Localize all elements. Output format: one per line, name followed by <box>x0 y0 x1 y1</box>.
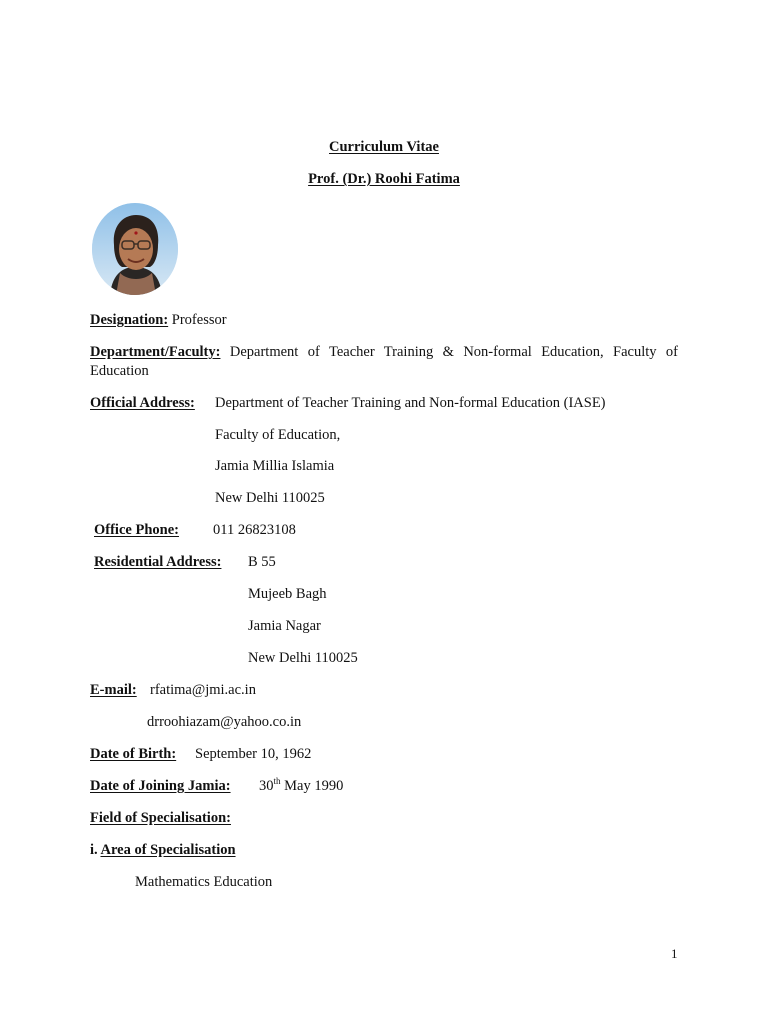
department-label: Department/Faculty: <box>90 344 221 360</box>
portrait-image <box>92 203 178 295</box>
person-name: Prof. (Dr.) Roohi Fatima <box>308 171 460 187</box>
field-of-specialisation-heading: Field of Specialisation: <box>90 810 231 826</box>
residential-address-line: Mujeeb Bagh <box>248 586 327 602</box>
office-phone-label: Office Phone: <box>94 522 179 538</box>
joining-value <box>259 777 343 795</box>
email-secondary[interactable]: drroohiazam@yahoo.co.in <box>147 714 302 730</box>
email-label: E-mail: <box>90 682 137 698</box>
department-value: Department of Teacher Training & Non-formal Education, Faculty of Education <box>90 344 679 379</box>
designation-row <box>90 311 227 329</box>
joining-label: Date of Joining Jamia: <box>90 778 231 794</box>
joining-month-year: May 1990 <box>280 778 344 794</box>
specialisation-item: Mathematics Education <box>135 874 273 890</box>
official-address-label: Official Address: <box>90 395 195 411</box>
official-address-line: New Delhi 110025 <box>215 490 325 506</box>
designation-label: Designation: <box>90 312 169 328</box>
official-address-line: Jamia Millia Islamia <box>215 458 335 474</box>
area-prefix: i. <box>90 842 101 858</box>
area-of-specialisation-heading <box>90 841 236 859</box>
residential-address-line: Jamia Nagar <box>248 618 321 634</box>
joining-day-suffix: th <box>273 776 281 786</box>
email-primary[interactable]: rfatima@jmi.ac.in <box>150 682 256 698</box>
residential-address-label: Residential Address: <box>94 554 222 570</box>
dob-value: September 10, 1962 <box>195 746 312 762</box>
page-number: 1 <box>671 946 678 961</box>
residential-address-line: B 55 <box>248 554 276 570</box>
residential-address-line: New Delhi 110025 <box>248 650 358 666</box>
joining-day: 30 <box>259 778 274 794</box>
office-phone-value: 011 26823108 <box>213 522 296 538</box>
area-label: Area of Specialisation <box>100 842 236 858</box>
designation-value: Professor <box>171 312 227 328</box>
department-row <box>90 343 678 381</box>
cv-title: Curriculum Vitae <box>329 139 439 155</box>
official-address-line: Department of Teacher Training and Non-formal Education (IASE) <box>215 395 606 411</box>
profile-photo <box>92 203 178 295</box>
dob-label: Date of Birth: <box>90 746 177 762</box>
official-address-line: Faculty of Education, <box>215 427 341 443</box>
